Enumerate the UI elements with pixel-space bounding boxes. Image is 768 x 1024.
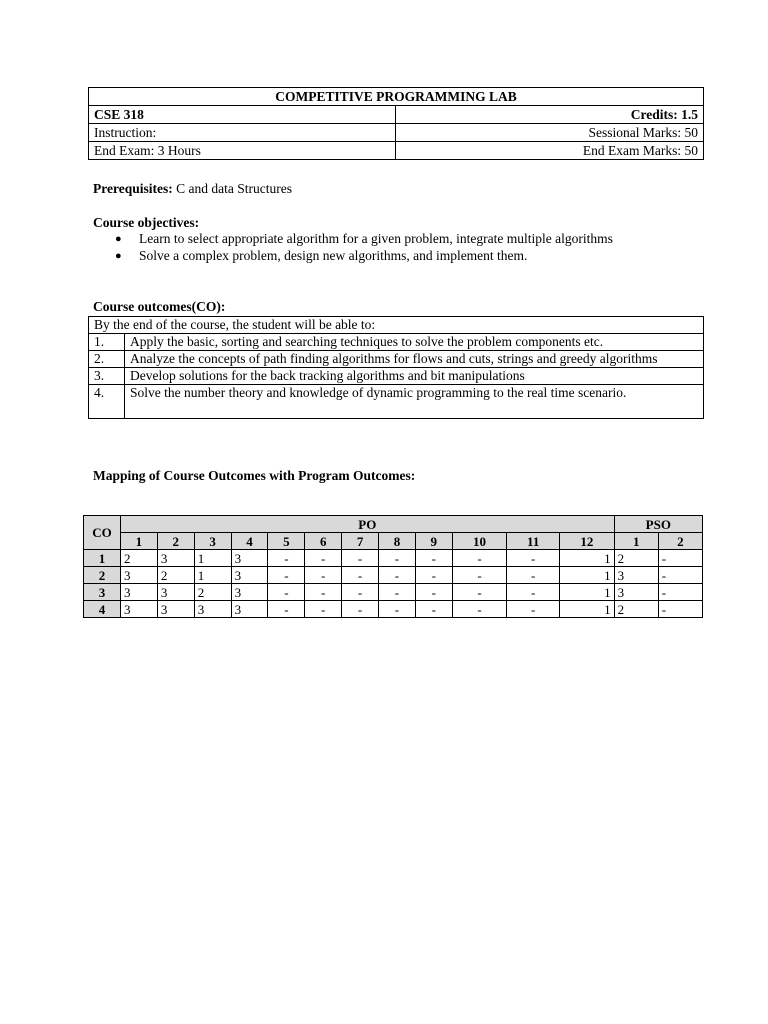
po-column-header: 1 — [121, 533, 158, 550]
pso-column-header: 2 — [658, 533, 702, 550]
objective-item: ● Learn to select appropriate algorithm for a given problem, integrate multiple algorithms — [115, 231, 613, 246]
end-exam-marks: End Exam Marks: 50 — [396, 142, 704, 160]
outcome-row — [89, 334, 704, 351]
bullet-icon: ● — [115, 250, 122, 262]
mapping-cell: 3 — [614, 567, 658, 584]
mapping-cell: - — [342, 584, 379, 601]
outcome-number: 3. — [89, 368, 125, 385]
mapping-row — [84, 567, 703, 584]
po-column-header: 11 — [507, 533, 560, 550]
outcome-number: 2. — [89, 351, 125, 368]
mapping-cell: 3 — [157, 584, 194, 601]
objective-item: ● Solve a complex problem, design new algorithms, and implement them. — [115, 248, 528, 263]
mapping-cell: - — [415, 601, 452, 618]
mapping-row — [84, 550, 703, 567]
outcome-text: Apply the basic, sorting and searching techniques to solve the problem components etc. — [125, 334, 704, 351]
mapping-cell: - — [452, 567, 507, 584]
prerequisites-text: C and data Structures — [172, 181, 292, 196]
mapping-cell: 3 — [194, 601, 231, 618]
column-header-row — [84, 533, 703, 550]
mapping-cell: 1 — [560, 567, 615, 584]
mapping-cell: 3 — [231, 601, 268, 618]
mapping-table — [83, 515, 703, 618]
mapping-cell: 3 — [231, 550, 268, 567]
outcome-row — [89, 351, 704, 368]
mapping-cell: 2 — [614, 550, 658, 567]
mapping-body — [84, 550, 703, 618]
mapping-cell: - — [268, 567, 305, 584]
prerequisites-label: Prerequisites: — [93, 181, 173, 196]
outcome-row — [89, 368, 704, 385]
instruction-label: Instruction: — [89, 124, 396, 142]
mapping-row — [84, 584, 703, 601]
outcome-text: Develop solutions for the back tracking algorithms and bit manipulations — [125, 368, 704, 385]
mapping-cell: 2 — [194, 584, 231, 601]
mapping-cell: - — [305, 550, 342, 567]
mapping-cell: - — [658, 601, 702, 618]
mapping-cell: - — [305, 601, 342, 618]
outcome-number: 4. — [89, 385, 125, 419]
mapping-cell: 2 — [614, 601, 658, 618]
mapping-cell: - — [379, 567, 416, 584]
mapping-cell: 1 — [194, 550, 231, 567]
mapping-cell: 3 — [121, 567, 158, 584]
mapping-cell: - — [658, 550, 702, 567]
mapping-cell: 1 — [560, 584, 615, 601]
pso-column-header: 1 — [614, 533, 658, 550]
outcomes-heading: Course outcomes(CO): — [93, 299, 226, 314]
mapping-cell: 3 — [157, 550, 194, 567]
mapping-cell: - — [415, 550, 452, 567]
objectives-heading: Course objectives: — [93, 215, 200, 230]
mapping-cell: - — [342, 550, 379, 567]
objectives-list — [93, 231, 663, 265]
mapping-cell: - — [507, 601, 560, 618]
course-code: CSE 318 — [89, 106, 396, 124]
course-title: COMPETITIVE PROGRAMMING LAB — [89, 88, 704, 106]
mapping-cell: - — [268, 550, 305, 567]
mapping-cell: - — [507, 584, 560, 601]
sessional-marks: Sessional Marks: 50 — [396, 124, 704, 142]
po-column-header: 7 — [342, 533, 379, 550]
mapping-cell: 1 — [194, 567, 231, 584]
outcome-row — [89, 385, 704, 419]
mapping-cell: - — [268, 584, 305, 601]
po-column-header: 6 — [305, 533, 342, 550]
prerequisites — [93, 181, 292, 197]
co-row-label: 3 — [84, 584, 121, 601]
end-exam-duration: End Exam: 3 Hours — [89, 142, 396, 160]
co-row-label: 1 — [84, 550, 121, 567]
outcome-text: Analyze the concepts of path finding algorithms for flows and cuts, strings and greedy algorithms — [125, 351, 704, 368]
mapping-cell: - — [342, 601, 379, 618]
mapping-cell: - — [379, 550, 416, 567]
mapping-cell: 2 — [121, 550, 158, 567]
co-header: CO — [84, 516, 121, 550]
po-column-header: 3 — [194, 533, 231, 550]
mapping-cell: 1 — [560, 601, 615, 618]
co-row-label: 2 — [84, 567, 121, 584]
outcomes-table — [88, 316, 704, 419]
bullet-icon: ● — [115, 233, 122, 245]
mapping-row — [84, 601, 703, 618]
mapping-cell: 3 — [231, 567, 268, 584]
po-column-header: 10 — [452, 533, 507, 550]
mapping-cell: - — [507, 550, 560, 567]
po-header: PO — [121, 516, 615, 533]
po-column-header: 2 — [157, 533, 194, 550]
mapping-cell: 3 — [121, 584, 158, 601]
mapping-cell: - — [658, 584, 702, 601]
mapping-cell: - — [342, 567, 379, 584]
mapping-cell: 3 — [614, 584, 658, 601]
mapping-cell: - — [379, 601, 416, 618]
mapping-cell: - — [379, 584, 416, 601]
mapping-heading: Mapping of Course Outcomes with Program Outcomes: — [93, 468, 416, 483]
po-column-header: 8 — [379, 533, 416, 550]
mapping-cell: 3 — [157, 601, 194, 618]
course-header-table — [88, 87, 704, 160]
po-column-header: 12 — [560, 533, 615, 550]
pso-header: PSO — [614, 516, 702, 533]
outcome-number: 1. — [89, 334, 125, 351]
mapping-cell: 3 — [231, 584, 268, 601]
mapping-cell: - — [452, 584, 507, 601]
mapping-cell: 2 — [157, 567, 194, 584]
outcomes-intro: By the end of the course, the student will be able to: — [89, 317, 704, 334]
po-column-header: 9 — [415, 533, 452, 550]
mapping-cell: - — [305, 567, 342, 584]
mapping-cell: - — [507, 567, 560, 584]
po-column-header: 5 — [268, 533, 305, 550]
mapping-cell: - — [452, 550, 507, 567]
po-column-header: 4 — [231, 533, 268, 550]
mapping-cell: - — [415, 567, 452, 584]
mapping-cell: - — [658, 567, 702, 584]
mapping-cell: - — [305, 584, 342, 601]
mapping-cell: - — [452, 601, 507, 618]
mapping-cell: 1 — [560, 550, 615, 567]
co-row-label: 4 — [84, 601, 121, 618]
mapping-cell: - — [415, 584, 452, 601]
outcome-text: Solve the number theory and knowledge of dynamic programming to the real time scenario. — [125, 385, 704, 419]
mapping-cell: 3 — [121, 601, 158, 618]
mapping-cell: - — [268, 601, 305, 618]
course-credits: Credits: 1.5 — [396, 106, 704, 124]
